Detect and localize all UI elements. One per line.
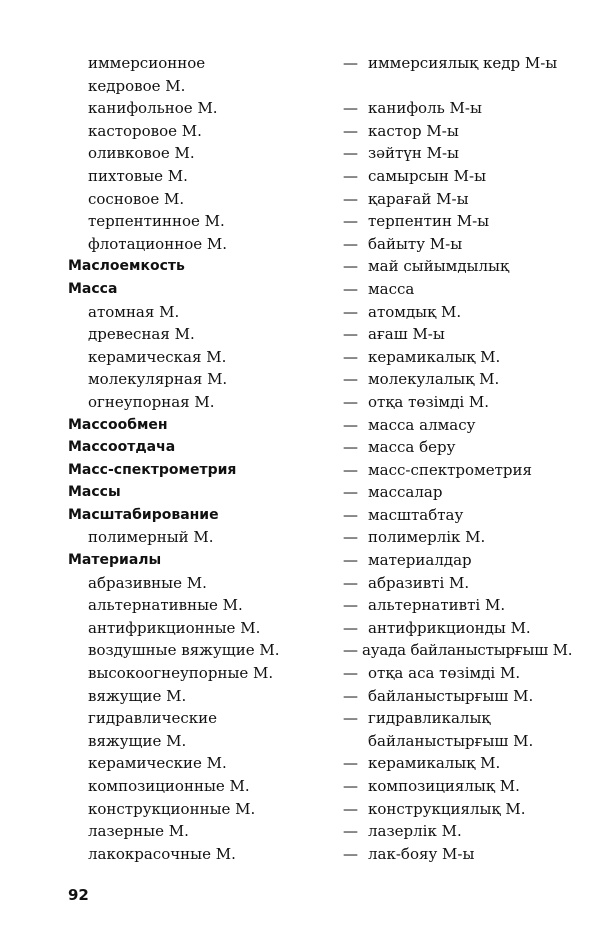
headword-entry (0, 504, 601, 527)
entry-translation: масса (368, 279, 415, 298)
entry-dash: — (343, 99, 358, 118)
entry-dash: — (343, 257, 358, 276)
entry-translation: конструкциялық М. (368, 799, 526, 818)
entry-translation: иммерсиялық кедр М-ы (368, 54, 558, 72)
entry-translation: масс-спектрометрия (368, 460, 532, 479)
entry-dash: — (343, 144, 358, 163)
entry-dash: — (343, 234, 358, 253)
entry-translation: лак-бояу М-ы (368, 844, 475, 863)
entry-dash: — (343, 799, 358, 818)
entry-term: лазерные М. (88, 822, 189, 841)
dictionary-entry (0, 843, 601, 866)
dictionary-entry (0, 346, 601, 369)
entry-dash: — (343, 166, 358, 185)
entry-dash: — (343, 777, 358, 795)
entry-dash: — (343, 664, 358, 683)
headword-term: Массоотдача (68, 439, 176, 456)
headword-term: Масс-спектрометрия (68, 461, 237, 478)
entry-term: флотационное М. (88, 234, 228, 253)
dictionary-entry (0, 188, 601, 211)
entry-term: конструкционные М. (88, 799, 256, 818)
entry-translation: керамикалық М. (368, 754, 501, 773)
entry-translation: атомдық М. (368, 302, 462, 321)
dictionary-entry (0, 820, 601, 843)
dictionary-entry (0, 639, 601, 662)
entry-translation: материалдар (368, 551, 472, 570)
entry-term: высокоогнеупорные М. (88, 664, 274, 683)
entry-translation: композициялық М. (368, 777, 520, 795)
headword-entry (0, 436, 601, 459)
dictionary-entry (0, 323, 601, 346)
entry-translation: канифоль М-ы (368, 99, 482, 118)
dictionary-entry (0, 52, 601, 75)
entry-translation: самырсын М-ы (368, 166, 487, 185)
entry-dash: — (343, 596, 358, 615)
entry-term: керамическая М. (88, 347, 227, 366)
entry-term: воздушные вяжущие М. (88, 641, 280, 660)
dictionary-entry (0, 752, 601, 775)
entry-term: касторовое М. (88, 121, 202, 140)
entry-term: антифрикционные М. (88, 618, 261, 637)
entry-translation: зәйтүн М-ы (368, 144, 459, 163)
entry-term: древесная М. (88, 325, 195, 344)
entry-dash: — (343, 641, 358, 660)
entry-translation: масштабтау (368, 505, 464, 524)
entry-translation: отқа аса төзімді М. (368, 664, 521, 683)
entry-translation: кастор М-ы (368, 121, 459, 140)
entry-translation: молекулалық М. (368, 370, 500, 389)
entry-dash: — (343, 392, 358, 411)
entry-translation: терпентин М-ы (368, 212, 490, 231)
dictionary-entry (0, 233, 601, 256)
entry-dash: — (343, 822, 358, 841)
entry-term: иммерсионное (88, 54, 206, 72)
entry-term: лакокрасочные М. (88, 844, 236, 863)
entry-dash: — (343, 302, 358, 321)
headword-entry (0, 549, 601, 572)
entry-translation: байыту М-ы (368, 234, 463, 253)
entry-term: канифольное М. (88, 99, 218, 118)
entry-translation: массалар (368, 483, 443, 502)
entry-term: кедровое М. (88, 76, 186, 95)
entry-dash: — (343, 551, 358, 570)
dictionary-entry (0, 120, 601, 143)
dictionary-entry (0, 662, 601, 685)
entry-dash: — (343, 438, 358, 457)
dictionary-entry (0, 97, 601, 120)
dictionary-entry (0, 301, 601, 324)
entry-translation: лазерлік М. (368, 822, 462, 841)
entry-translation: гидравликалық (368, 709, 491, 728)
entry-term: вяжущие М. (88, 686, 187, 705)
entry-translation: ауада байланыстырғыш М. (362, 641, 573, 660)
dictionary-entry (0, 730, 601, 753)
entry-translation: май сыйымдылық (368, 257, 510, 276)
entry-dash: — (343, 528, 358, 547)
entry-translation: альтернативті М. (368, 596, 506, 615)
entry-translation: отқа төзімді М. (368, 392, 490, 411)
dictionary-entry (0, 798, 601, 821)
entry-term: гидравлические (88, 709, 218, 728)
entry-dash: — (343, 483, 358, 502)
entry-term: терпентинное М. (88, 212, 225, 231)
headword-entry (0, 255, 601, 278)
entry-dash: — (343, 347, 358, 366)
headword-term: Материалы (68, 552, 162, 569)
headword-entry (0, 481, 601, 504)
entry-translation: байланыстырғыш М. (368, 686, 534, 705)
entry-dash: — (343, 325, 358, 344)
entry-translation: абразивті М. (368, 573, 470, 592)
entry-dash: — (343, 54, 358, 72)
headword-term: Массообмен (68, 416, 168, 433)
dictionary-entry (0, 368, 601, 391)
entry-dash: — (343, 415, 358, 434)
headword-entry (0, 414, 601, 437)
dictionary-list (0, 52, 601, 865)
entry-dash: — (343, 189, 358, 208)
dictionary-entry (0, 526, 601, 549)
headword-term: Масштабирование (68, 506, 219, 523)
entry-dash: — (343, 754, 358, 773)
headword-term: Маслоемкость (68, 258, 185, 275)
entry-dash: — (343, 279, 358, 298)
entry-term: пихтовые М. (88, 166, 188, 185)
entry-dash: — (343, 505, 358, 524)
entry-term: абразивные М. (88, 573, 207, 592)
entry-dash: — (343, 686, 358, 705)
dictionary-entry (0, 685, 601, 708)
entry-translation: қарағай М-ы (368, 189, 469, 208)
entry-term: оливковое М. (88, 144, 195, 163)
entry-dash: — (343, 460, 358, 479)
entry-term: сосновое М. (88, 189, 185, 208)
entry-term: композиционные М. (88, 777, 250, 795)
dictionary-entry (0, 75, 601, 98)
entry-term: атомная М. (88, 302, 180, 321)
entry-term: альтернативные М. (88, 596, 243, 615)
page-number: 92 (68, 886, 89, 904)
entry-dash: — (343, 573, 358, 592)
dictionary-entry (0, 391, 601, 414)
dictionary-entry (0, 572, 601, 595)
entry-dash: — (343, 844, 358, 863)
entry-translation: керамикалық М. (368, 347, 501, 366)
dictionary-entry (0, 707, 601, 730)
dictionary-entry (0, 210, 601, 233)
dictionary-entry (0, 142, 601, 165)
entry-dash: — (343, 709, 358, 728)
entry-translation: ағаш М-ы (368, 325, 445, 344)
entry-dash: — (343, 618, 358, 637)
entry-translation: полимерлік М. (368, 528, 486, 547)
dictionary-entry (0, 617, 601, 640)
entry-translation: масса алмасу (368, 415, 476, 434)
headword-term: Массы (68, 484, 121, 501)
headword-entry (0, 278, 601, 301)
entry-term: молекулярная М. (88, 370, 228, 389)
entry-dash: — (343, 370, 358, 389)
entry-dash: — (343, 212, 358, 231)
entry-term: вяжущие М. (88, 731, 187, 750)
entry-dash: — (343, 121, 358, 140)
entry-term: огнеупорная М. (88, 392, 215, 411)
headword-term: Масса (68, 280, 118, 297)
entry-term: керамические М. (88, 754, 227, 773)
dictionary-entry (0, 775, 601, 798)
entry-translation: масса беру (368, 438, 456, 457)
dictionary-entry (0, 165, 601, 188)
headword-entry (0, 459, 601, 482)
entry-term: полимерный М. (88, 528, 214, 547)
dictionary-entry (0, 594, 601, 617)
entry-translation: байланыстырғыш М. (368, 731, 534, 750)
entry-translation: антифрикционды М. (368, 618, 531, 637)
